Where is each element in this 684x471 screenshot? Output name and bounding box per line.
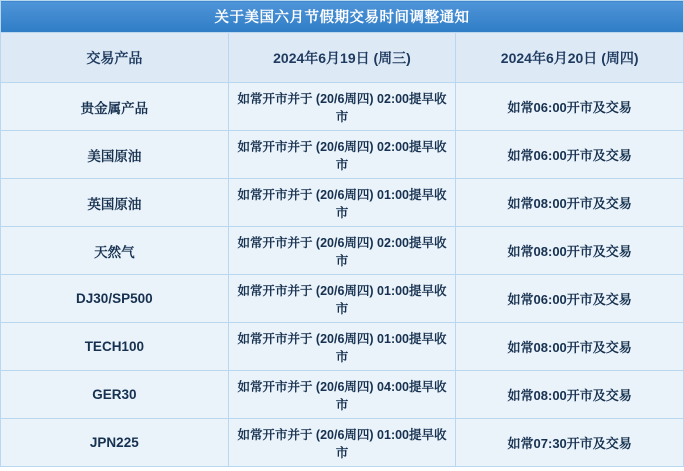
cell-day1: 如常开市并于 (20/6周四) 01:00提早收市 <box>228 323 456 371</box>
cell-day2: 如常08:00开市及交易 <box>456 179 684 227</box>
cell-day1: 如常开市并于 (20/6周四) 01:00提早收市 <box>228 275 456 323</box>
table-row <box>1 371 684 419</box>
cell-day1: 如常开市并于 (20/6周四) 02:00提早收市 <box>228 227 456 275</box>
cell-product: DJ30/SP500 <box>1 275 229 323</box>
cell-product: TECH100 <box>1 323 229 371</box>
cell-day2: 如常08:00开市及交易 <box>456 227 684 275</box>
cell-product: GER30 <box>1 371 229 419</box>
table-row <box>1 227 684 275</box>
cell-product: 美国原油 <box>1 131 229 179</box>
table-row <box>1 275 684 323</box>
cell-day1: 如常开市并于 (20/6周四) 02:00提早收市 <box>228 83 456 131</box>
column-header-day2: 2024年6月20日 (周四) <box>456 33 684 83</box>
cell-day2: 如常06:00开市及交易 <box>456 131 684 179</box>
cell-day1: 如常开市并于 (20/6周四) 01:00提早收市 <box>228 179 456 227</box>
cell-day1: 如常开市并于 (20/6周四) 02:00提早收市 <box>228 131 456 179</box>
notice-title: 关于美国六月节假期交易时间调整通知 <box>1 1 684 33</box>
cell-product: JPN225 <box>1 419 229 467</box>
column-header-product: 交易产品 <box>1 33 229 83</box>
cell-day2: 如常08:00开市及交易 <box>456 323 684 371</box>
cell-day2: 如常06:00开市及交易 <box>456 275 684 323</box>
cell-day1: 如常开市并于 (20/6周四) 01:00提早收市 <box>228 419 456 467</box>
cell-product: 贵金属产品 <box>1 83 229 131</box>
table-row <box>1 131 684 179</box>
column-header-day1: 2024年6月19日 (周三) <box>228 33 456 83</box>
cell-product: 天然气 <box>1 227 229 275</box>
table-header-row <box>1 33 684 83</box>
table-row <box>1 83 684 131</box>
cell-day2: 如常07:30开市及交易 <box>456 419 684 467</box>
table-row <box>1 323 684 371</box>
cell-product: 英国原油 <box>1 179 229 227</box>
cell-day2: 如常06:00开市及交易 <box>456 83 684 131</box>
table-row <box>1 179 684 227</box>
table-title-row <box>1 1 684 33</box>
table-row <box>1 419 684 467</box>
cell-day2: 如常08:00开市及交易 <box>456 371 684 419</box>
cell-day1: 如常开市并于 (20/6周四) 04:00提早收市 <box>228 371 456 419</box>
